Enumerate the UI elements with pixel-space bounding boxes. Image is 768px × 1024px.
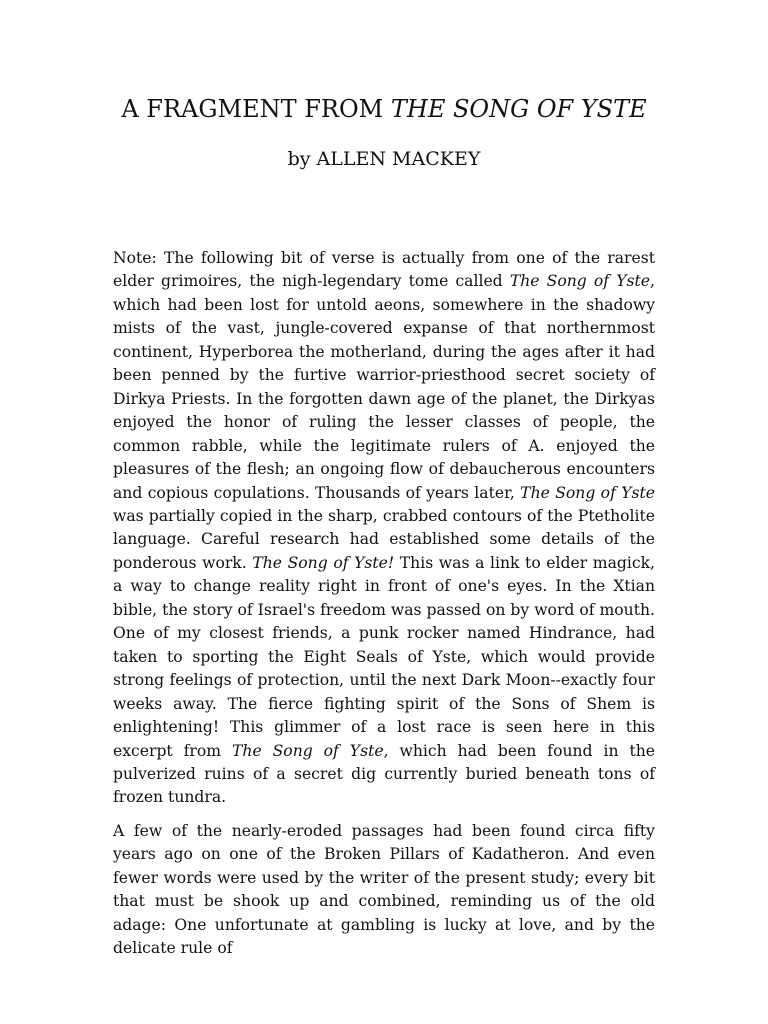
title-prefix: A FRAGMENT FROM xyxy=(121,95,391,123)
body-paragraph xyxy=(113,247,655,810)
paragraph-text: , which had been found in the pulverized ruins of a secret dig currently buried beneath tons of frozen tundra. xyxy=(113,741,655,807)
paragraph-text: This was a link to elder magick, a way to change reality right in front of one's eyes. In the Xtian bible, the story of Israel's freedom was passed on by word of mouth. One of my closest friends, a punk rocker named Hindrance, had taken to sporting the Eight Seals of Yste, which would provide strong feelings of protection, until the next Dark Moon--exactly four weeks away. The fierce fighting spirit of the Sons of Shem is enlightening! This glimmer of a lost race is seen here in this excerpt from xyxy=(113,553,655,760)
paragraph-text: was partially copied in the sharp, crabbed contours of the Ptetholite language. Careful research had established some details of the ponderous work. xyxy=(113,506,655,572)
italic-title-reference: The Song of Yste! xyxy=(252,553,395,572)
italic-title-reference: The Song of Yste xyxy=(232,741,384,760)
paragraph-text: , which had been lost for untold aeons, somewhere in the shadowy mists of the vast, jungle-covered expanse of that northernmost continent, Hyperborea the motherland, during the ages after it had been penned by the furtive warrior-priesthood secret society of Dirkya Priests. In the forgotten dawn age of the planet, the Dirkyas enjoyed the honor of ruling the lesser classes of people, the common rabble, while the legitimate rulers of A. enjoyed the pleasures of the flesh; an ongoing flow of debaucherous encounters and copious copulations. Thousands of years later, xyxy=(113,272,655,502)
italic-title-reference: The Song of Yste xyxy=(520,483,656,502)
paragraph-text: A few of the nearly-eroded passages had been found circa fifty years ago on one of the Broken Pillars of Kadatheron. And even fewer words were used by the writer of the present study; every bit that must be shook up and combined, reminding us of the old adage: One unfortunate at gambling is lucky at love, and by the delicate rule of xyxy=(113,821,655,958)
body-text xyxy=(113,247,655,971)
document-title xyxy=(0,92,768,126)
paragraph-text: Note: The following bit of verse is actually from one of the rarest elder grimoires, the nigh-legendary tome called xyxy=(113,249,655,291)
body-paragraph xyxy=(113,820,655,961)
italic-title-reference: The Song of Yste xyxy=(509,272,651,291)
title-italic: THE SONG OF YSTE xyxy=(390,95,647,123)
author-byline: by ALLEN MACKEY xyxy=(287,148,481,170)
